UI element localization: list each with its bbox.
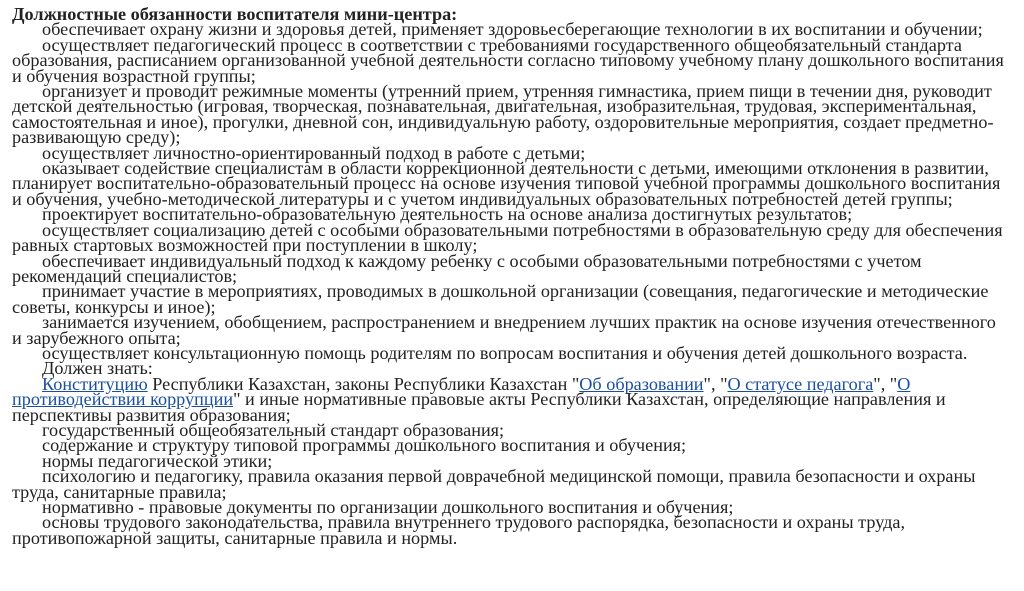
duty-item: проектирует воспитательно-образовательную деятельность на основе анализа достигнутых результатов; bbox=[42, 204, 853, 225]
knowledge-item: основы трудового законодательства, правила внутреннего трудового распорядка, безопасности и охраны труда, противопожарной защиты, санитарные правила и нормы. bbox=[12, 512, 906, 548]
education-law-link[interactable]: Об образовании bbox=[579, 373, 704, 394]
legal-text: ", " bbox=[703, 373, 728, 394]
knowledge-item: нормы педагогической этики; bbox=[42, 450, 273, 471]
knowledge-item: нормативно - правовые документы по организации дошкольного воспитания и обучения; bbox=[42, 497, 734, 517]
legal-text: " и иные нормативные правовые акты Республики Казахстан, определяющие направления и перспективы развития образования; bbox=[12, 389, 946, 425]
duty-item: организует и проводит режимные моменты (утренний прием, утренняя гимнастика, прием пищи в течении дня, руководит детской деятельностью (игровая, творческая, познавательная, двигательная, изобразительная, трудовая, экспериментальная, самостоятельная и иное), прогулки, дневной сон, индивидуальную работу, оздоровительные мероприятия, создает предметно-развивающую среду); bbox=[12, 81, 994, 148]
constitution-link[interactable]: Конституцию bbox=[42, 373, 148, 394]
duty-item: обеспечивает индивидуальный подход к каждому ребенку с особыми образовательными потребностями с учетом рекомендаций специалистов; bbox=[12, 250, 922, 286]
duty-item: осуществляет социализацию детей с особыми образовательными потребностями в образовательную среду для обеспечения равных стартовых возможностей при поступлении в школу; bbox=[12, 219, 1003, 256]
duty-item: принимает участие в мероприятиях, проводимых в дошкольной организации (совещания, педагогические и методические советы, конкурсы и иное); bbox=[12, 281, 989, 317]
knowledge-item: государственный общеобязательный стандарт образования; bbox=[42, 419, 505, 440]
legal-acts-paragraph bbox=[12, 373, 1010, 425]
must-know-heading: Должен знать: bbox=[42, 358, 153, 379]
teacher-status-law-link[interactable]: О статусе педагога bbox=[727, 373, 874, 394]
duty-item: обеспечивает охрану жизни и здоровья детей, применяет здоровьесберегающие технологии в их воспитании и обучении; bbox=[42, 19, 983, 40]
duty-item: оказывает содействие специалистам в области коррекционной деятельности с детьми, имеющими отклонения в развитии, планирует воспитательно-образовательный процесс на основе изучения типовой учебной программы дошкольного воспитания и обучения, учебно-методической литературы и с учетом индивидуальных образовательных потребностей детей группы; bbox=[12, 158, 1001, 209]
document-title: Должностные обязанности воспитателя мини-центра: bbox=[12, 4, 458, 24]
anticorruption-law-link[interactable]: О противодействии коррупции bbox=[12, 373, 911, 410]
duty-item: осуществляет консультационную помощь родителям по вопросам воспитания и обучения детей дошкольного возраста. bbox=[42, 342, 968, 363]
duty-item: занимается изучением, обобщением, распространением и внедрением лучших практик на основе изучения отечественного и зарубежного опыта; bbox=[12, 312, 996, 348]
knowledge-item: содержание и структуру типовой программы дошкольного воспитания и обучения; bbox=[42, 435, 687, 456]
legal-text: Республики Казахстан, законы Республики Казахстан " bbox=[147, 373, 580, 394]
document-body bbox=[12, 4, 1010, 548]
legal-text: ", " bbox=[873, 373, 898, 394]
knowledge-item: психологию и педагогику, правила оказания первой доврачебной медицинской помощи, правила безопасности и охраны труда, санитарные правила; bbox=[12, 466, 976, 502]
duty-item: осуществляет личностно-ориентированный подход в работе с детьми; bbox=[42, 142, 586, 163]
duty-item: осуществляет педагогический процесс в соответствии с требованиями государственного общеобязательный стандарта образования, расписанием организованной учебной деятельности согласно типовому учебному плану дошкольного воспитания и обучения возрастной группы; bbox=[12, 34, 1004, 86]
